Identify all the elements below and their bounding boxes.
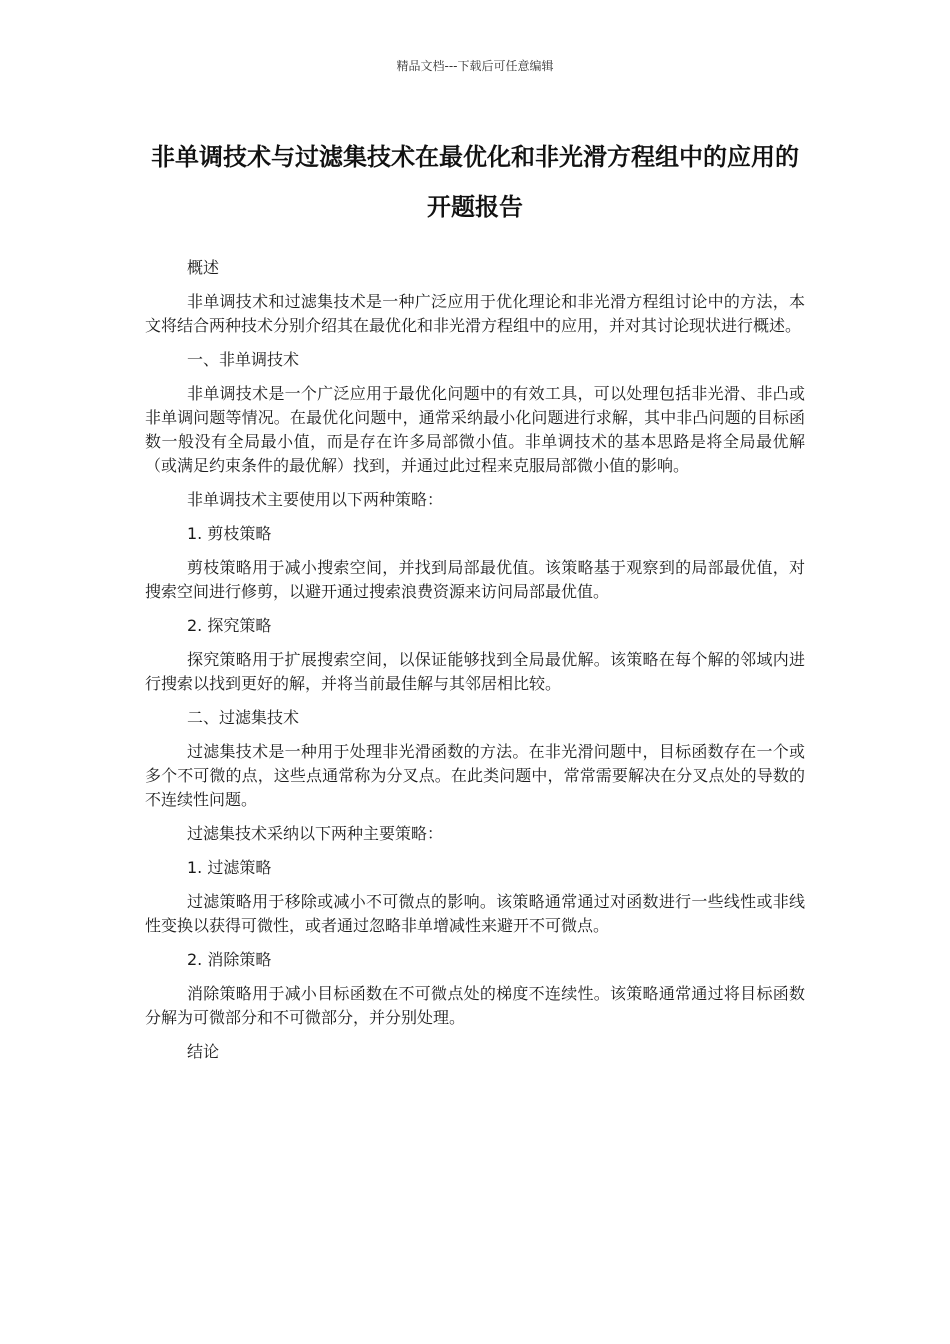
subheading-elimination: 2. 消除策略 <box>187 950 272 969</box>
paragraph-nonmonotone-intro: 非单调技术是一个广泛应用于最优化问题中的有效工具，可以处理包括非光滑、非凸或非单调问题等情况。在最优化问题中，通常采纳最小化问题进行求解，其中非凸问题的目标函数一般没有全局最小值，而是存在许多局部微小值。非单调技术的基本思路是将全局最优解（或满足约束条件的最优解）找到，并通过此过程来克服局部微小值的影响。 <box>145 384 805 475</box>
document-title: 非单调技术与过滤集技术在最优化和非光滑方程组中的应用的开题报告 <box>151 143 799 221</box>
strategies-intro-filter-set: 过滤集技术采纳以下两种主要策略： <box>187 824 444 843</box>
section-heading-overview: 概述 <box>187 258 220 277</box>
section-heading-conclusion: 结论 <box>187 1042 220 1061</box>
strategies-intro-nonmonotone: 非单调技术主要使用以下两种策略： <box>187 490 444 509</box>
paragraph-elimination: 消除策略用于减小目标函数在不可微点处的梯度不连续性。该策略通常通过将目标函数分解为可微部分和不可微部分，并分别处理。 <box>145 984 805 1027</box>
section-heading-filter-set: 二、过滤集技术 <box>187 708 300 727</box>
subheading-pruning: 1. 剪枝策略 <box>187 524 272 543</box>
paragraph-exploration: 探究策略用于扩展搜索空间，以保证能够找到全局最优解。该策略在每个解的邻域内进行搜索以找到更好的解，并将当前最佳解与其邻居相比较。 <box>145 650 805 693</box>
paragraph-pruning: 剪枝策略用于减小搜索空间，并找到局部最优值。该策略基于观察到的局部最优值，对搜索空间进行修剪，以避开通过搜索浪费资源来访问局部最优值。 <box>145 558 805 601</box>
subheading-exploration: 2. 探究策略 <box>187 616 272 635</box>
paragraph-overview: 非单调技术和过滤集技术是一种广泛应用于优化理论和非光滑方程组讨论中的方法，本文将结合两种技术分别介绍其在最优化和非光滑方程组中的应用，并对其讨论现状进行概述。 <box>145 292 805 335</box>
paragraph-filtering: 过滤策略用于移除或减小不可微点的影响。该策略通常通过对函数进行一些线性或非线性变换以获得可微性，或者通过忽略非单增减性来避开不可微点。 <box>145 892 805 935</box>
document-body <box>145 256 805 1074</box>
paragraph-filter-set-intro: 过滤集技术是一种用于处理非光滑函数的方法。在非光滑问题中，目标函数存在一个或多个不可微的点，这些点通常称为分叉点。在此类问题中，常常需要解决在分叉点处的导数的不连续性问题。 <box>145 742 805 809</box>
subheading-filtering: 1. 过滤策略 <box>187 858 272 877</box>
page-header: 精品文档---下载后可任意编辑 <box>396 59 554 73</box>
section-heading-nonmonotone: 一、非单调技术 <box>187 350 300 369</box>
